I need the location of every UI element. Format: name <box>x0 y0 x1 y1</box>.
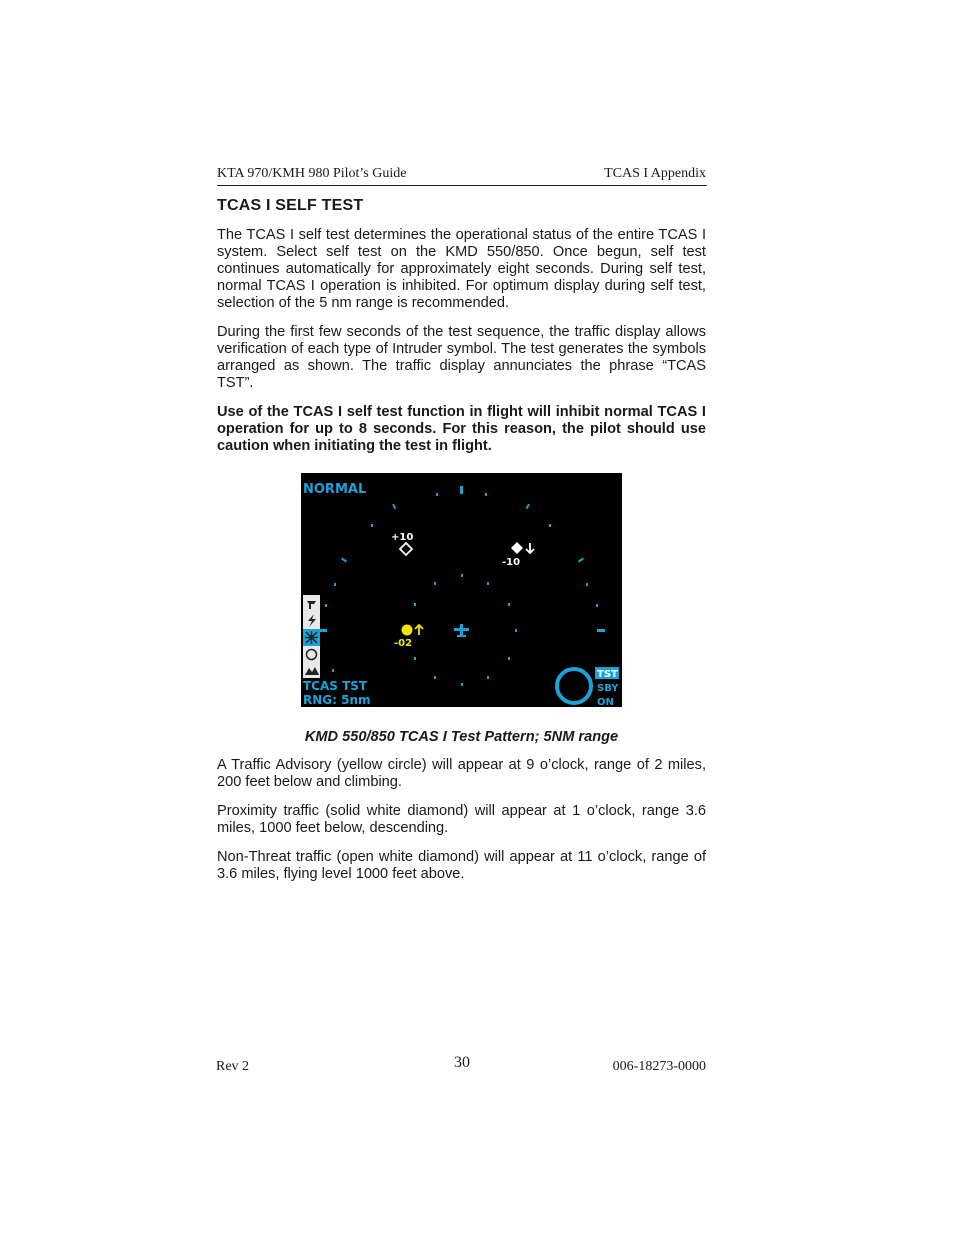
function-icon-strip <box>303 595 320 678</box>
footer-part-number: 006-18273-0000 <box>612 1059 706 1074</box>
paragraph: During the first few seconds of the test sequence, the traffic display allows verification of each type of Intruder symbol. The test generates the symbols arranged as shown. The traffic display annunciates the phrase “TCAS TST”. <box>217 324 706 391</box>
range-knob-icon <box>557 669 591 703</box>
section-title: TCAS I SELF TEST <box>217 197 364 214</box>
climbing-arrow-icon <box>415 625 423 635</box>
running-header-title: KTA 970/KMH 980 Pilot’s Guide <box>217 166 407 181</box>
caution-paragraph: Use of the TCAS I self test function in flight will inhibit normal TCAS I operation for up to 8 seconds. For this reason, the pilot should use caution when initiating the test in flight. <box>217 404 706 454</box>
nonthreat-diamond-icon <box>400 543 412 555</box>
own-aircraft-icon <box>454 624 469 637</box>
traffic-advisory-circle-icon <box>402 625 413 636</box>
advisory-altitude: -02 <box>394 638 413 649</box>
tcas-status: TCAS TST <box>303 679 368 693</box>
traffic-icon <box>305 631 318 644</box>
proximity-diamond-icon <box>511 542 523 554</box>
description-nonthreat: Non-Threat traffic (open white diamond) will appear at 11 o’clock, range of 3.6 miles, flying level 1000 feet above. <box>217 849 706 882</box>
symbol-descriptions <box>217 757 706 895</box>
traffic-display-graphic <box>301 473 622 707</box>
nonthreat-altitude: +10 <box>391 532 414 543</box>
softkey-on[interactable]: ON <box>597 697 614 707</box>
softkey-tst[interactable]: TST <box>597 669 618 680</box>
mode-label: NORMAL <box>303 482 367 497</box>
range-readout: RNG: 5nm <box>303 693 371 707</box>
outer-range-ring <box>319 486 605 672</box>
paragraph: The TCAS I self test determines the operational status of the entire TCAS I system. Select self test on the KMD 550/850. Once begun, self test continues automatically for approximately eight seconds. During self test, normal TCAS I operation is inhibited. For optimum display during self test, selection of the 5 nm range is recommended. <box>217 227 706 311</box>
proximity-altitude: -10 <box>502 557 521 568</box>
descending-arrow-icon <box>526 543 534 553</box>
section-body <box>217 197 706 467</box>
header-rule <box>217 185 707 186</box>
footer-revision: Rev 2 <box>216 1059 250 1074</box>
description-proximity: Proximity traffic (solid white diamond) will appear at 1 o’clock, range 3.6 miles, 1000 feet below, descending. <box>217 803 706 836</box>
figure-caption: KMD 550/850 TCAS I Test Pattern; 5NM range <box>304 729 619 745</box>
running-header-section: TCAS I Appendix <box>604 166 706 181</box>
softkey-sby[interactable]: SBY <box>597 683 619 694</box>
description-advisory: A Traffic Advisory (yellow circle) will appear at 9 o’clock, range of 2 miles, 200 feet below and climbing. <box>217 757 706 790</box>
tcas-test-display <box>301 473 622 707</box>
page-number: 30 <box>454 1054 470 1071</box>
